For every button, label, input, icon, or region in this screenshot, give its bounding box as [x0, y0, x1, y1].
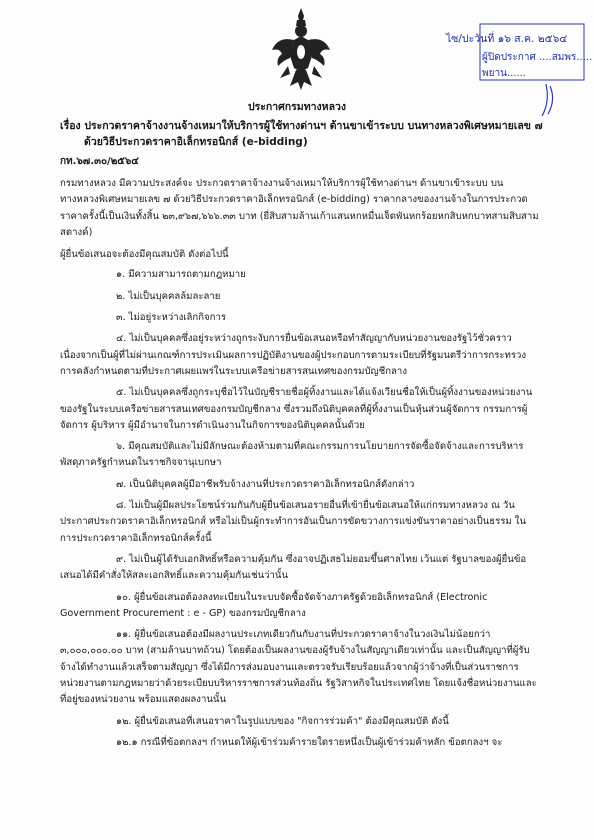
- qualification-8: ๘. ไม่เป็นผู้มีผลประโยชน์ร่วมกันกับผู้ยื่นข้อเสนอรายอื่นที่เข้ายื่นข้อเสนอให้แก่กรมทางหลวง ณ วันประกาศประกวดราคาอิเล็กทรอนิกส์ หรือไม่เป็นผู้กระทำการอันเป็นการขัดขวางการแข่งขันราคาอย่างเป็นธรรม ในการประกวดราคาอิเล็กทรอนิกส์ครั้งนี้: [60, 500, 526, 544]
- qualification-4: ๔. ไม่เป็นบุคคลซึ่งอยู่ระหว่างถูกระงับการยื่นข้อเสนอหรือทำสัญญากับหน่วยงานของรัฐไว้ชั่วคราว เนื่องจากเป็นผู้ที่ไม่ผ่านเกณฑ์การประเมินผลการปฏิบัติงานของผู้ประกอบการตามระเบียบที่รัฐมนตรีว่าการกระทรวงการคลังกำหนดตามที่ประกาศเผยแพร่ในระบบเครือข่ายสารสนเทศของกรมบัญชีกลาง: [60, 333, 527, 377]
- qualification-7: ๗. เป็นนิติบุคคลผู้มีอาชีพรับจ้างงานที่ประกวดราคาอิเล็กทรอนิกส์ดังกล่าว: [116, 478, 415, 490]
- stamp-poster-line: ผู้ปิดประกาศ ....สมพร.....: [482, 52, 593, 63]
- qualification-intro: ผู้ยื่นข้อเสนอจะต้องมีคุณสมบัติ ดังต่อไปนี้: [60, 249, 229, 261]
- qualification-6: ๖. มีคุณสมบัติและไม่มีลักษณะต้องห้ามตามที่คณะกรรมการนโยบายการจัดซื้อจัดจ้างและการบริหารพัสดุภาครัฐกำหนดในราชกิจจานุเบกษา: [60, 441, 524, 469]
- qualification-5: ๕. ไม่เป็นบุคคลซึ่งถูกระบุชื่อไว้ในบัญชีรายชื่อผู้ทิ้งงานและได้แจ้งเวียนชื่อให้เป็นผู้ทิ้งงานของหน่วยงานของรัฐในระบบเครือข่ายสารสนเทศของกรมบัญชีกลาง ซึ่งรวมถึงนิติบุคคลที่ผู้ทิ้งงานเป็นหุ้นส่วนผู้จัดการ กรรมการผู้จัดการ ผู้บริหาร ผู้มีอำนาจในการดำเนินงานในกิจการของนิติบุคคลนั้นด้วย: [60, 387, 533, 431]
- garuda-emblem: [270, 6, 332, 92]
- stamp-date-line: ไซ/ปะวันที่ ๑๖ ส.ค. ๒๕๖๔: [446, 33, 568, 45]
- qualification-11: ๑๑. ผู้ยื่นข้อเสนอต้องมีผลงานประเภทเดียวกันกับงานที่ประกวดราคาจ้างในวงเงินไม่น้อยกว่า ๓,๐๐๐,๐๐๐.๐๐ บาท (สามล้านบาทถ้วน) โดยต้องเป็นผลงานของผู้รับจ้างในสัญญาเดียวเท่านั้น และเป็นสัญญาที่ผู้รับจ้างได้ทำงานแล้วเสร็จตามสัญญา ซึ่งได้มีการส่งมอบงานและตรวจรับเรียบร้อยแล้วจากผู้ว่าจ้างที่เป็นส่วนราชการ หน่วยงานตามกฎหมายว่าด้วยระเบียบบริหารราชการส่วนท้องถิ่น รัฐวิสาหกิจในประเทศไทย โดยแจ้งชื่อหน่วยงานและที่อยู่ของหน่วยงาน พร้อมแสดงผลงานนั้น: [60, 629, 537, 706]
- subject-line-2: ด้วยวิธีประกวดราคาอิเล็กทรอนิกส์ (e-bidding): [84, 136, 308, 148]
- document-body: [60, 176, 540, 751]
- intro-paragraph: กรมทางหลวง มีความประสงค์จะ ประกวดราคาจ้างงานจ้างเหมาให้บริการผู้ใช้ทางด่านฯ ด้านขาเข้าระบบ บนทางหลวงพิเศษหมายเลข ๗ ด้วยวิธีประกวดราคาอิเล็กทรอนิกส์ (e-bidding) ราคากลางของงานจ้างในการประกวดราคาครั้งนี้เป็นเงินทั้งสิ้น ๒๓,๙๖๗,๖๖๖.๓๓ บาท (ยี่สิบสามล้านเก้าแสนหกหมื่นเจ็ดพันหกร้อยหกสิบหกบาทสามสิบสามสตางค์): [60, 178, 539, 238]
- qualification-12: ๑๒. ผู้ยื่นข้อเสนอที่เสนอราคาในรูปแบบของ "กิจการร่วมค้า" ต้องมีคุณสมบัติ ดังนี้: [116, 715, 449, 727]
- qualification-2: ๒. ไม่เป็นบุคคลล้มละลาย: [116, 290, 221, 302]
- qualification-1: ๑. มีความสามารถตามกฎหมาย: [116, 269, 246, 281]
- subject-line-1: เรื่อง ประกวดราคาจ้างงานจ้างเหมาให้บริการผู้ใช้ทางด่านฯ ด้านขาเข้าระบบ บนทางหลวงพิเศษหมายเลข ๗: [60, 120, 543, 132]
- qualification-12-1: ๑๒.๑ กรณีที่ข้อตกลงฯ กำหนดให้ผู้เข้าร่วมค้ารายใดรายหนึ่งเป็นผู้เข้าร่วมค้าหลัก ข้อตกลงฯ จะ: [116, 736, 503, 748]
- agency-title: ประกาศกรมทางหลวง: [247, 101, 347, 113]
- reference-number: กท.๖๗.๓๐/๒๕๖๔: [60, 156, 139, 167]
- stamp-witness-line: พยาน......: [482, 68, 526, 79]
- qualification-10: ๑๐. ผู้ยื่นข้อเสนอต้องลงทะเบียนในระบบจัดซื้อจัดจ้างภาครัฐด้วยอิเล็กทรอนิกส์ (Electronic Government Procurement : e - GP) ของกรมบัญชีกลาง: [60, 591, 488, 619]
- qualification-9: ๙. ไม่เป็นผู้ได้รับเอกสิทธิ์หรือความคุ้มกัน ซึ่งอาจปฏิเสธไม่ยอมขึ้นศาลไทย เว้นแต่ รัฐบาลของผู้ยื่นข้อเสนอได้มีคำสั่งให้สละเอกสิทธิ์และความคุ้มกันเช่นว่านั้น: [60, 553, 527, 582]
- qualification-3: ๓. ไม่อยู่ระหว่างเลิกกิจการ: [116, 312, 227, 324]
